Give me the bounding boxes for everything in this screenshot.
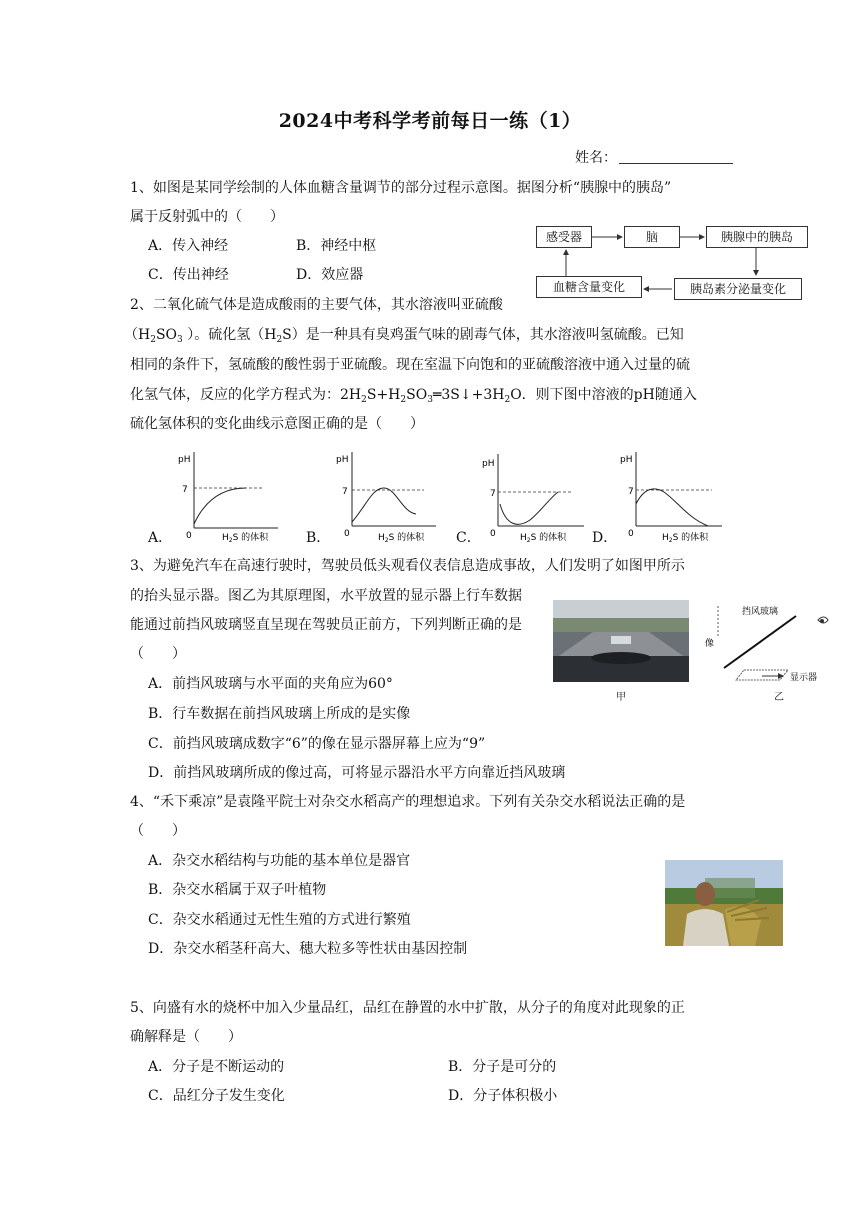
graph-d-xlabel: $H_2S$ 的体积 [662,533,709,544]
graph-d-seven: 7 [628,487,634,497]
flow-box-islet: 胰腺中的胰岛 [706,226,808,248]
q2-stem-line3: 相同的条件下，氢硫酸的酸性弱于亚硫酸。现在室温下向饱和的亚硫酸溶液中通入过量的硫 [130,357,690,373]
q2-stem-line1: 2、二氧化硫气体是造成酸雨的主要气体，其水溶液叫亚硫酸 [130,297,503,313]
q1-stem-line2: 属于反射弧中的（ ） [130,209,284,225]
graph-a-origin: 0 [186,531,192,541]
q3-stem-line2: 的抬头显示器。图乙为其原理图，水平放置的显示器上行车数据 [130,588,522,604]
q4-stem-line2: （ ） [130,823,186,839]
graph-a-xlabel: $H_2S$ 的体积 [222,533,269,544]
graph-b-ylabel: pH [336,455,349,465]
graph-a-ylabel: pH [178,455,191,465]
diag-glass-label: 挡风玻璃 [742,607,779,617]
q2-stem-line2: （$H_2SO_3$ ）。硫化氢$(H_2S)$是一种具有臭鸡蛋气味的剧毒气体，其水溶液叫氢硫酸。已知 [124,327,684,345]
page-title: 2024中考科学考前每日一练（1） [278,110,582,132]
graph-c [480,448,590,548]
q2-stem-line4: 化氢气体，反应的化学方程式为：$2H_2S+H_2SO_3═3S↓+3H_2O$．则下图中溶液的pH随通入 [130,387,697,405]
name-field [575,147,733,167]
q1-option-d: D．效应器 [296,267,364,283]
graph-d-origin: 0 [628,529,634,539]
caption-yi: 乙 [774,692,784,703]
q3-stem-line3: 能通过前挡风玻璃竖直呈现在驾驶员正前方，下列判断正确的是 [130,617,522,633]
diag-display-label: 显示器 [790,673,818,683]
name-blank [619,149,733,164]
flow-box-brain: 脑 [624,226,680,248]
hud-principle-diagram [700,598,840,698]
q4-option-c: C．杂交水稻通过无性生殖的方式进行繁殖 [148,912,411,928]
graph-c-seven: 7 [490,489,496,499]
graph-a [170,448,280,548]
blood-sugar-flow-diagram [532,220,812,306]
q5-stem-line2: 确解释是（ ） [130,1029,242,1045]
q5-option-b: B．分子是可分的 [448,1059,557,1075]
q2-option-c: C． [456,530,481,546]
q3-option-a: A．前挡风玻璃与水平面的夹角应为60° [148,676,393,692]
q3-option-c: C．前挡风玻璃成数字“6”的像在显示器屏幕上应为“9” [148,736,486,752]
q1-option-a: A．传入神经 [148,238,229,254]
graph-c-xlabel: $H_2S$ 的体积 [520,533,567,544]
graph-a-seven: 7 [182,485,188,495]
rice-scientist-photo [665,860,783,946]
q5-stem-line1: 5、向盛有水的烧杯中加入少量品红，品红在静置的水中扩散，从分子的角度对此现象的正 [130,1000,685,1016]
q4-option-d: D．杂交水稻茎秆高大、穗大粒多等性状由基因控制 [148,941,468,957]
graph-c-ylabel: pH [482,459,495,469]
q4-option-a: A．杂交水稻结构与功能的基本单位是器官 [148,853,411,869]
q3-stem-line4: （ ） [130,646,186,662]
q1-stem-line1: 1、如图是某同学绘制的人体血糖含量调节的部分过程示意图。据图分析“胰腺中的胰岛” [130,180,672,196]
graph-b [332,448,442,548]
diag-image-label: 像 [703,638,713,647]
graph-b-xlabel: $H_2S$ 的体积 [378,533,425,544]
q5-option-a: A．分子是不断运动的 [148,1059,285,1075]
q1-option-b: B．神经中枢 [296,238,377,254]
q2-option-d: D． [592,530,618,546]
q5-option-c: C．品红分子发生变化 [148,1088,285,1104]
flow-box-blood-sugar: 血糖含量变化 [536,276,642,298]
caption-jia: 甲 [616,692,626,703]
q5-option-d: D．分子体积极小 [448,1088,558,1104]
q3-stem-line1: 3、为避免汽车在高速行驶时，驾驶员低头观看仪表信息造成事故，人们发明了如图甲所示 [130,558,685,574]
q3-option-d: D．前挡风玻璃所成的像过高，可将显示器沿水平方向靠近挡风玻璃 [148,765,566,781]
q2-option-a: A． [148,530,173,546]
graph-b-origin: 0 [344,529,350,539]
q2-stem-line5: 硫化氢体积的变化曲线示意图正确的是（ ） [130,416,424,432]
graph-b-seven: 7 [342,487,348,497]
q2-option-b: B． [306,530,331,546]
graph-c-origin: 0 [490,529,496,539]
q4-stem-line1: 4、“禾下乘凉”是袁隆平院士对杂交水稻高产的理想追求。下列有关杂交水稻说法正确的是 [130,794,686,810]
q1-option-c: C．传出神经 [148,267,229,283]
flow-box-insulin: 胰岛素分泌量变化 [674,278,802,300]
flow-box-receptor: 感受器 [536,226,592,248]
graph-d-ylabel: pH [620,455,633,465]
name-label: 姓名： [575,150,617,166]
hud-car-photo [553,600,689,682]
q4-option-b: B．杂交水稻属于双子叶植物 [148,882,327,898]
graph-d [618,448,728,548]
q3-option-b: B．行车数据在前挡风玻璃上所成的是实像 [148,706,411,722]
